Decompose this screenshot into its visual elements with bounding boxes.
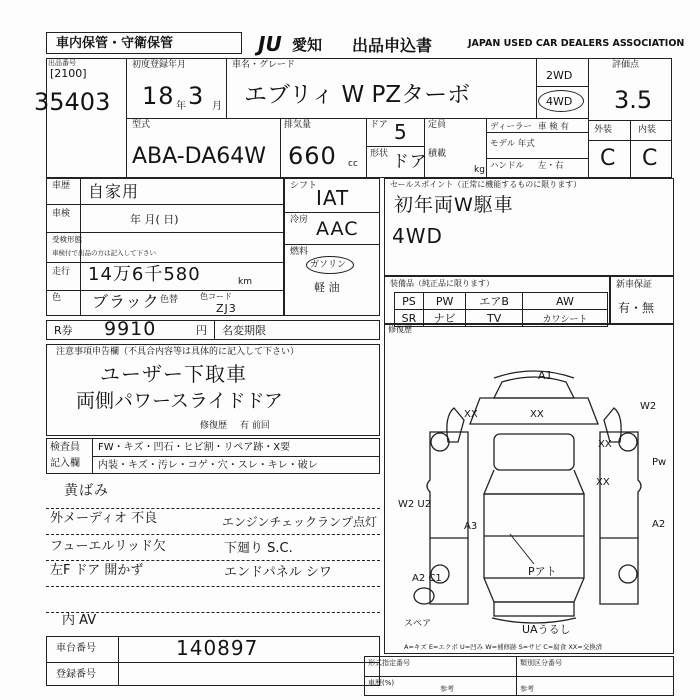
lot-number: 35403 — [34, 88, 111, 116]
auction-sheet: 車内保管・守衛保管 JU 愛知 出品申込書 JAPAN USED CAR DEALERS ASSOCIATION 出品番号 [2100] 35403 初度登録年月 18 年 3 月 車名・グレード エブリィ W PZターボ 2WD 4WD 評価点 3.5 外装 内装 C C 型式 ABA-DA64W 排気量 660 cc ドア 5 形状 ドア 定員 積載 kg ディーラー 車 検 有 モデル 年式 ハンドル 左・右 車歴 自家用 車検 年 月( 日) 受検形態 車検付で出品の方は記入して下さい 走行 14万6千580 km 色 ブラック 色替 色コード ZJ3 シフト IAT 冷房 AAC 燃料 ガソリン 軽 油 セールスポイント（正常に機能するものに限ります） 初年両W駆車 4WD 装備品（純正品に限ります） PS PW エアB AW SR ナビ TV カワシート 新車保証 有・無 R券 9910 円 名変期限 修復歴 注意事項申告欄（不具合内容等は具体的に記入して下さい） ユーザー下取車 両側パワースライドドア 修復歴 有 前回 検査員 記入欄 FW・キズ・凹石・ヒビ割・リペア跡・X要 内装・キズ・汚レ・コゲ・穴・スレ・キレ・破レ 黄ばみ 外メーディオ 不良 フューエルリッド欠 左F ドア 開かず エンジンチェックランプ点灯 下廻り S.C. エンドパネル シワ 内 AV 車台番号 140897 登録番号 A1 XX XX W2 Pw XX XX W2 U2 A3 A2 A2 C1 Pアト スペア UAうるし A=キズ E=エクボ U=凹み W=補修跡 S=サビ C=腐食 XX=交換済 形式指定番号 類別区分番号 車歴(%) 参考 参考 — [0, 0, 700, 700]
equip-kawa-seat: カワシート — [522, 310, 607, 327]
displacement-value: 660 — [288, 142, 337, 170]
doors-label: ドア — [370, 120, 388, 130]
comment-1: 黄ばみ — [64, 483, 109, 499]
comment-3: フューエルリッド欠 — [50, 539, 166, 554]
shaken-suffix: 年 月( 日) — [130, 213, 179, 226]
r-ticket-row — [46, 320, 380, 340]
r-ticket-unit: 円 — [196, 324, 207, 337]
mileage-value: 14万6千580 — [88, 264, 201, 285]
car-diagram — [384, 324, 674, 654]
mark-w2-u2: W2 U2 — [398, 499, 432, 510]
body-value: ドア — [392, 152, 428, 172]
comment-2: 外メーディオ 不良 — [50, 511, 158, 526]
dealer-options: 車 検 有 — [538, 122, 569, 132]
displacement-unit: cc — [348, 159, 358, 169]
ac-label: 冷房 — [290, 215, 309, 225]
shaken-label: 車検 — [52, 209, 71, 219]
footer-history: 車歴(%) — [368, 679, 395, 687]
recycle-value: 有・無 — [618, 301, 655, 315]
ju-logo: JU — [258, 32, 282, 56]
mark-w2: W2 — [640, 401, 657, 412]
repair-value: 有 前回 — [240, 421, 270, 431]
r-ticket-value: 9910 — [104, 318, 157, 340]
evaluation-label: 評価点 — [612, 60, 640, 70]
drive-4wd: 4WD — [546, 95, 573, 108]
equip-airbag: エアB — [466, 293, 522, 310]
capacity-label: 定員 — [428, 120, 447, 130]
model-value: ABA-DA64W — [132, 144, 266, 169]
receive-label: 受検形態 — [52, 235, 82, 244]
fuel-value: ガソリン — [310, 260, 347, 270]
comment-5: エンジンチェックランプ点灯 — [222, 515, 378, 529]
chassis-label: 車台番号 — [56, 643, 96, 654]
history-label: 修復歴 — [388, 325, 412, 334]
mark-a1: A1 — [538, 369, 553, 382]
equip-pw: PW — [423, 293, 466, 310]
handle-label: ハンドル — [490, 161, 525, 171]
color-code-value: ZJ3 — [216, 302, 237, 315]
notes-label: 注意事項申告欄（不具合内容等は具体的に記入して下さい） — [56, 347, 300, 357]
color-code-label: 色コード — [200, 292, 232, 301]
mark-ua-urushi: UAうるし — [522, 623, 571, 636]
equip-aw: AW — [522, 293, 607, 310]
car-name-label: 車名・グレード — [232, 60, 296, 70]
registration-number-label: 登録番号 — [56, 669, 96, 680]
history-type-value: 自家用 — [88, 182, 140, 201]
mark-pw: Pw — [652, 457, 667, 468]
interior-grade: C — [642, 146, 659, 171]
shift-value: IAT — [316, 186, 350, 210]
name-change-label: 名変期限 — [222, 324, 266, 337]
mark-xx-3: XX — [596, 477, 610, 488]
mileage-unit: km — [238, 277, 252, 287]
footer-ref-2: 参考 — [520, 685, 534, 693]
history-type-label: 車歴 — [52, 181, 71, 191]
ac-value: AAC — [316, 218, 359, 240]
model-label: 型式 — [132, 120, 151, 130]
form-title: 出品申込書 — [352, 36, 433, 55]
section-code: [2100] — [50, 67, 87, 80]
mark-xx-2: XX — [530, 409, 544, 420]
registration-label: 初度登録年月 — [132, 60, 187, 70]
mileage-label: 走行 — [52, 267, 71, 277]
mark-a2-c1: A2 C1 — [412, 573, 442, 584]
load-unit: kg — [474, 165, 485, 175]
receive-note: 車検付で出品の方は記入して下さい — [52, 249, 156, 257]
color-label: 色 — [52, 293, 62, 303]
selling-points-line2: 4WD — [392, 224, 443, 248]
mark-xx-1: XX — [464, 409, 478, 420]
car-name-value: エブリィ W PZターボ — [244, 82, 471, 108]
exterior-grade: C — [600, 146, 617, 171]
comment-8: 内 AV — [62, 613, 97, 628]
mark-p-ato: Pアト — [528, 565, 557, 578]
association-english: JAPAN USED CAR DEALERS ASSOCIATION — [468, 38, 685, 49]
comment-6: 下廻り S.C. — [224, 541, 293, 556]
equip-sr: SR — [395, 310, 424, 327]
evaluation-score: 3.5 — [614, 86, 653, 114]
comment-7: エンドパネル シワ — [224, 565, 332, 580]
displacement-label: 排気量 — [284, 120, 312, 130]
registration-year: 18 — [142, 82, 175, 110]
notes-line1: ユーザー下取車 — [100, 362, 247, 386]
handle-options: 左・右 — [538, 161, 564, 171]
selling-points-line1: 初年両W駆車 — [394, 194, 514, 216]
comment-4: 左F ドア 開かず — [50, 563, 144, 578]
color-value: ブラック — [92, 292, 160, 311]
exterior-label: 外装 — [594, 125, 613, 135]
inspector-label-1: 検査員 — [50, 442, 80, 453]
load-label: 積載 — [428, 149, 447, 159]
fuel-alt: 軽 油 — [314, 281, 340, 294]
repair-label: 修復歴 — [200, 421, 228, 431]
r-ticket-label: R券 — [54, 324, 73, 337]
footer-ref-1: 参考 — [440, 685, 454, 693]
footer-model-code: 形式指定番号 — [368, 659, 410, 667]
storage-label: 車内保管・守衛保管 — [56, 36, 174, 51]
fuel-label: 燃料 — [290, 247, 309, 257]
dealer-label: ディーラー — [490, 122, 532, 132]
equip-tv: TV — [466, 310, 522, 327]
drive-2wd: 2WD — [546, 69, 573, 82]
chassis-value: 140897 — [176, 636, 259, 660]
doors-value: 5 — [394, 120, 408, 144]
damage-legend: A=キズ E=エクボ U=凹み W=補修跡 S=サビ C=腐食 XX=交換済 — [404, 643, 603, 651]
inspector-row-1: FW・キズ・凹石・ヒビ割・リペア跡・X要 — [98, 442, 291, 453]
mark-a3: A3 — [464, 521, 478, 532]
lot-corner-label: 出品番号 — [48, 59, 76, 67]
equip-ps: PS — [395, 293, 424, 310]
association-name: 愛知 — [292, 36, 323, 54]
registration-month: 3 — [188, 82, 205, 110]
model-year-label: モデル 年式 — [490, 139, 535, 149]
equip-navi: ナビ — [423, 310, 466, 327]
shift-label: シフト — [290, 181, 318, 191]
equipment-table — [394, 292, 608, 327]
interior-label: 内装 — [638, 125, 657, 135]
body-label: 形状 — [370, 149, 389, 159]
inspector-row-2: 内装・キズ・汚レ・コゲ・穴・スレ・キレ・破レ — [98, 460, 318, 471]
inspector-label-2: 記入欄 — [50, 458, 80, 469]
mark-xx-4: XX — [598, 439, 612, 450]
equipment-label: 装備品（純正品に限ります） — [390, 279, 494, 288]
spare-label: スペア — [404, 619, 432, 629]
selling-points-label: セールスポイント（正常に機能するものに限ります） — [390, 180, 582, 189]
recycle-label: 新車保証 — [616, 280, 653, 290]
mark-a2: A2 — [652, 519, 666, 530]
color-change-label: 色替 — [160, 295, 179, 305]
footer-class-code: 類別区分番号 — [520, 659, 562, 667]
notes-line2: 両側パワースライドドア — [76, 390, 283, 412]
